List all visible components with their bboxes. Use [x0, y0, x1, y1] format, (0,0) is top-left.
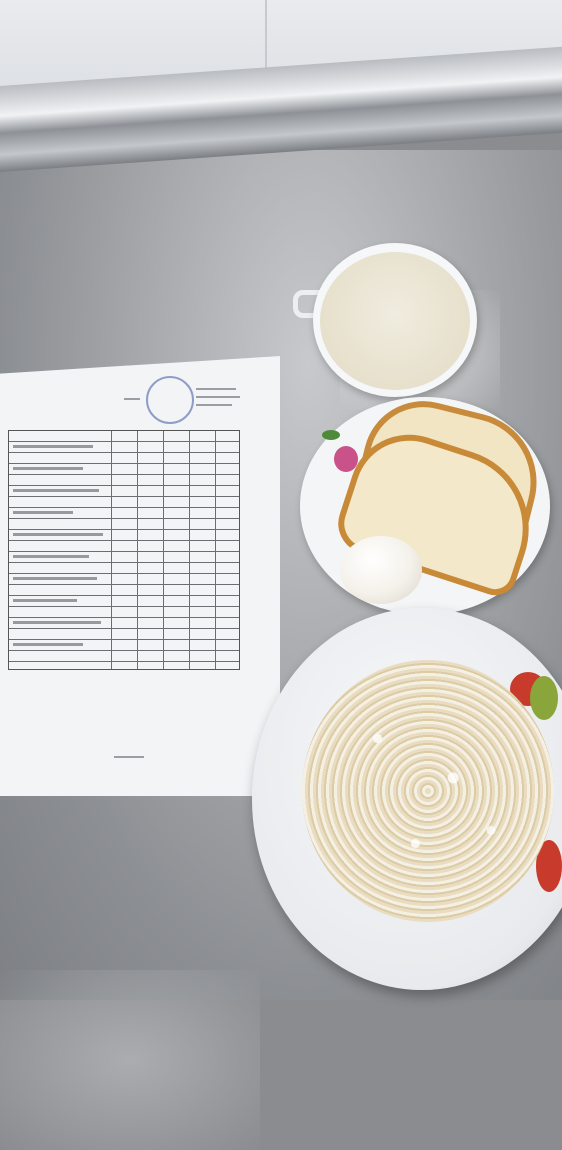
stamp-seal — [146, 376, 194, 424]
boiled-egg — [340, 536, 422, 604]
table-column-divider — [163, 431, 164, 669]
header-mark — [124, 398, 140, 400]
table-row — [13, 445, 93, 448]
table-row — [13, 467, 83, 470]
table-row — [13, 577, 97, 580]
table-reflection-lower — [0, 970, 260, 1150]
page-number-mark — [114, 756, 144, 758]
table-column-divider — [137, 431, 138, 669]
table-column-divider — [189, 431, 190, 669]
table-row — [13, 511, 73, 514]
milk-drink — [320, 252, 470, 390]
menu-table — [8, 430, 240, 670]
approval-line — [196, 396, 240, 398]
table-column-divider — [111, 431, 112, 669]
approval-line — [196, 404, 232, 406]
table-row — [13, 621, 101, 624]
milk-oat-porridge — [302, 660, 554, 922]
table-row — [13, 533, 103, 536]
table-row — [13, 555, 89, 558]
table-row — [13, 643, 83, 646]
menu-sheet — [0, 356, 280, 796]
table-row — [13, 599, 77, 602]
table-column-divider — [215, 431, 216, 669]
plate-leaf-decoration — [322, 430, 340, 440]
bowl-leaf-decoration — [530, 676, 558, 720]
table-row — [13, 489, 99, 492]
approval-line — [196, 388, 236, 390]
